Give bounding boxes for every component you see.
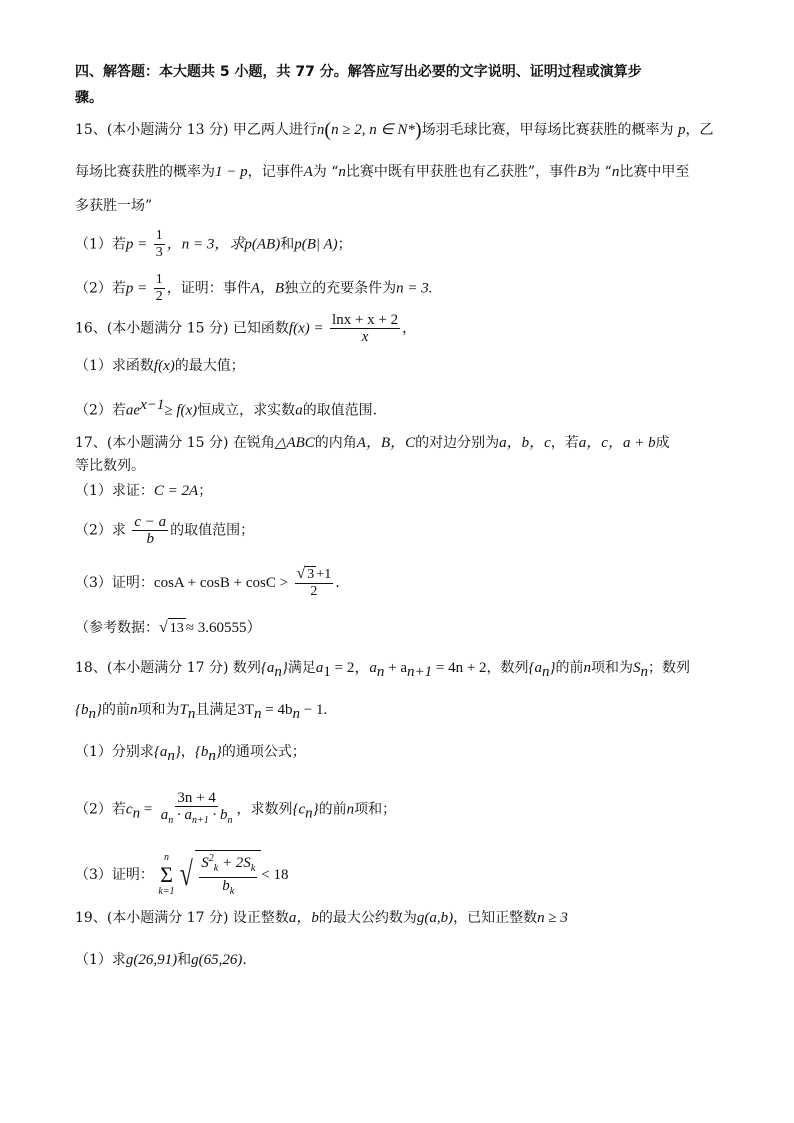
section-title-cont: 骤。 xyxy=(75,90,103,106)
fraction: $\frac{1}{2}$ xyxy=(155,272,163,304)
fraction: $\frac{\ln x + x + 2}{x}$ xyxy=(332,312,399,345)
q16-part1: （1）求函数f(x)的最大值； xyxy=(75,358,245,374)
fraction: $\frac{c - a}{b}$ xyxy=(134,514,167,547)
q19-part1: （1）求g(26,91)和g(65,26). xyxy=(75,952,247,968)
square-root: √ $\frac{S^2_k + 2S_k}{b_k}$ xyxy=(177,850,262,900)
q17-part1: （1）求证：C = 2A； xyxy=(75,483,213,499)
q17-line2: 等比数列。 xyxy=(75,458,145,474)
q17-reference: （参考数据： √ 13 ≈ 3.60555） xyxy=(75,618,262,639)
q16-part2: （2）若$ae^{x-1}\ge f(x)$恒成立，求实数a的取值范围. xyxy=(75,397,378,419)
q18-part1: （1）分别求$\{a_n\}$，$\{b_n\}$的通项公式； xyxy=(75,744,306,764)
section-title xyxy=(75,62,642,82)
q18-part3: （3）证明： n Σ k=1 √ $\frac{S^2_k + 2S_k}{b_k}$ < 18 xyxy=(75,850,288,900)
summation: n Σ k=1 xyxy=(158,852,175,897)
fraction: $\frac{3n + 4}{a_n \cdot a_{n+1} \cdot b_n}$ xyxy=(160,790,233,826)
q15-line3: 多获胜一场” xyxy=(75,198,153,214)
q15-line2: 每场比赛获胜的概率为1 − p，记事件A为 “n比赛中既有甲获胜也有乙获胜”，事件B为 “n比赛中甲至 xyxy=(75,164,690,180)
fraction: $\frac{1}{3}$ xyxy=(155,228,163,260)
q15-part2: （2）若p = $\frac{1}{2}$ ，证明：事件A，B独立的充要条件为n = 3. xyxy=(75,272,433,304)
q15-line1: 15、(本小题满分 13 分) 甲乙两人进行n(n ≥ 2, n ∈ N*)场羽毛球比赛，甲每场比赛获胜的概率为 p，乙 xyxy=(75,119,714,141)
q17-part3: （3）证明：cosA + cosB + cosC > √ 3 +1 2 . xyxy=(75,565,340,599)
q15-part1: （1）若p = $\frac{1}{3}$ ，n = 3，求p(AB)和p(B| A)； xyxy=(75,228,352,260)
section-title-line1: 四、解答题：本大题共 5 小题，共 77 分。解答应写出必要的文字说明、证明过程或演算步 xyxy=(75,64,642,80)
fraction: √ 3 +1 2 xyxy=(296,565,332,599)
q17-line1: 17、(本小题满分 15 分) 在锐角△ABC的内角A，B，C的对边分别为a，b，c，若a，c，a + b成 xyxy=(75,435,670,451)
q18-line1: 18、(本小题满分 17 分) 数列$\{a_n\}$满足$a_1 = 2$，$a_n + a_{n+1} = 4n + 2$，数列$\{a_n\}$的前n项和为$S_n$；数列 xyxy=(75,660,691,680)
q17-part2: （2）求 $\frac{c - a}{b}$ 的取值范围； xyxy=(75,514,255,547)
q16-line1: 16、(本小题满分 15 分) 已知函数f(x) = $\frac{\ln x + x + 2}{x}$ ， xyxy=(75,312,417,345)
q18-line2: $\{b_n\}$的前n项和为$T_n$且满足$3T_n = 4b_n - 1$. xyxy=(75,702,328,722)
q19-line1: 19、(本小题满分 17 分) 设正整数a，b的最大公约数为g(a,b)，已知正整数n ≥ 3 xyxy=(75,910,568,926)
q18-part2: （2）若$c_n$ = $\frac{3n + 4}{a_n \cdot a_{n+1} \cdot b_n}$ ，求数列$\{c_n\}$的前n项和； xyxy=(75,790,396,829)
